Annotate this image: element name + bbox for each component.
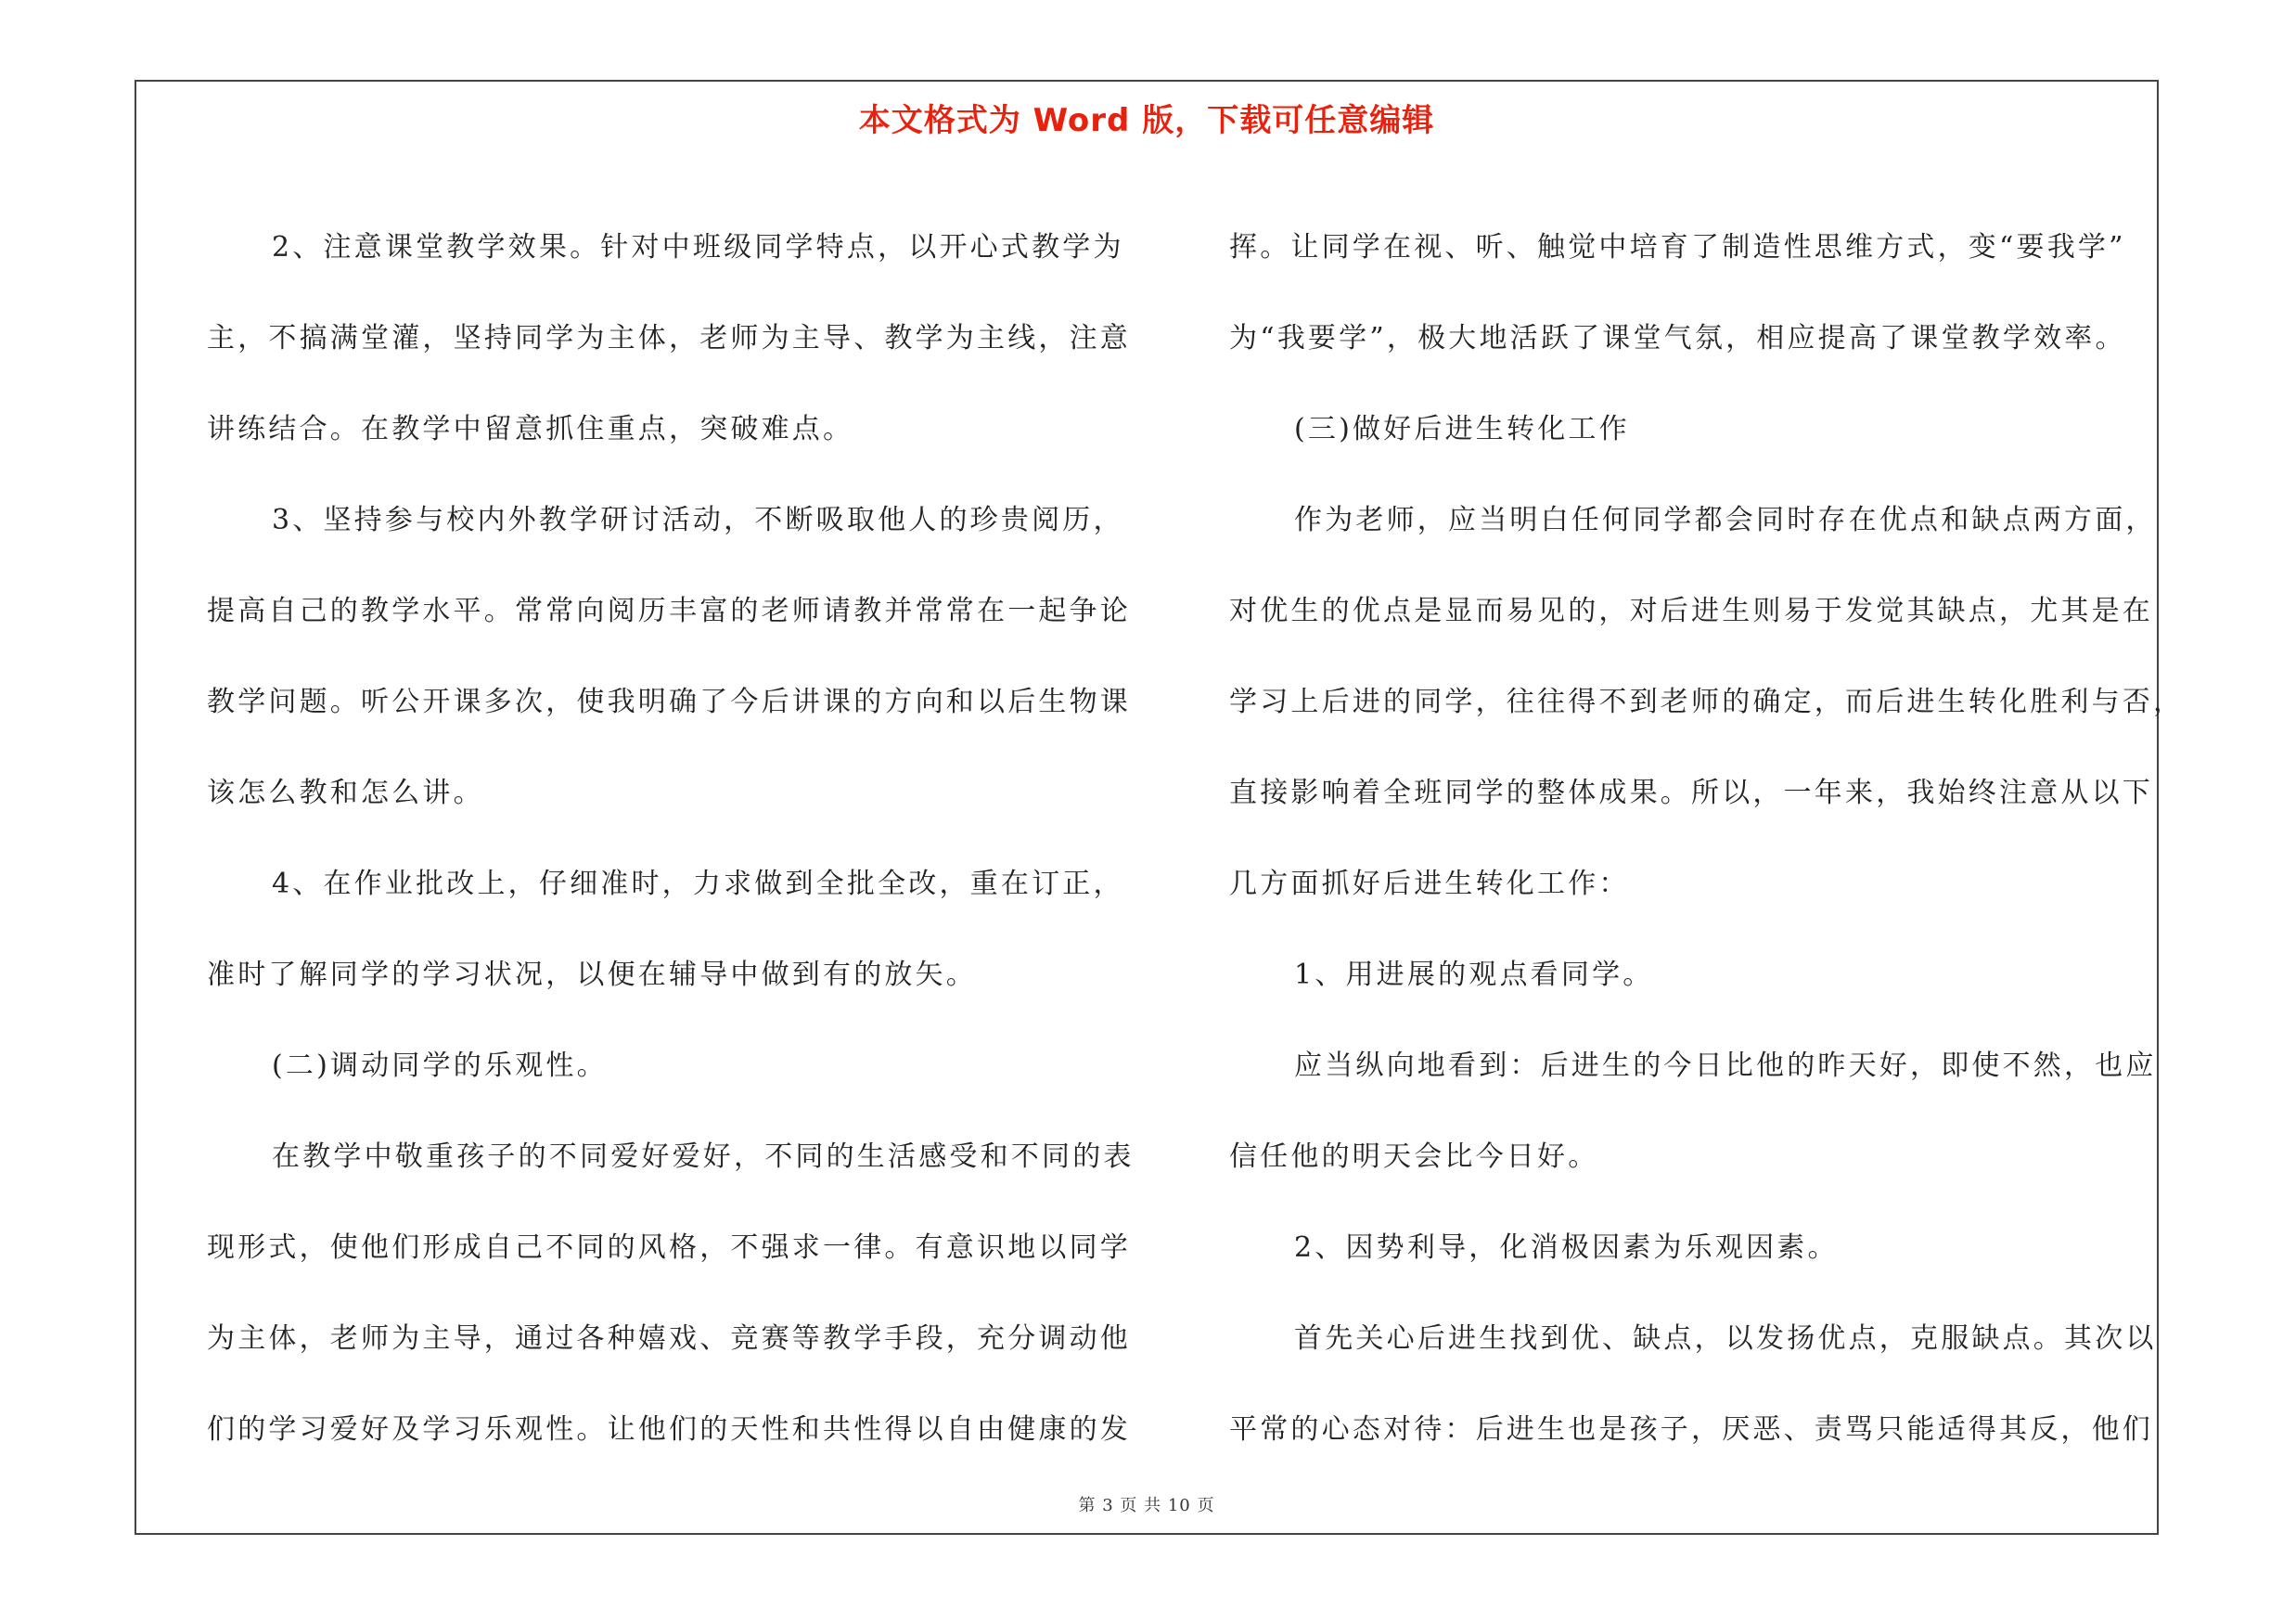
text-line: 现形式，使他们形成自己不同的风格，不强求一律。有意识地以同学 [207,1231,1131,1264]
text-line: 对优生的优点是显而易见的，对后进生则易于发觉其缺点，尤其是在 [1229,595,2153,627]
text-line: 该怎么教和怎么讲。 [207,777,484,809]
text-line: 教学问题。听公开课多次，使我明确了今后讲课的方向和以后生物课 [207,686,1131,718]
text-line: 应当纵向地看到：后进生的今日比他的昨天好，即使不然，也应 [1294,1050,2157,1082]
text-line: 平常的心态对待：后进生也是孩子，厌恶、责骂只能适得其反，他们 [1229,1413,2153,1446]
text-line: 主，不搞满堂灌，坚持同学为主体，老师为主导、教学为主线，注意 [207,322,1131,354]
text-line: 为“我要学”，极大地活跃了课堂气氛，相应提高了课堂教学效率。 [1229,322,2126,354]
text-line: 4、在作业批改上，仔细准时，力求做到全批全改，重在订正， [272,868,1124,900]
text-line: 3、坚持参与校内外教学研讨活动，不断吸取他人的珍贵阅历， [272,504,1124,536]
text-line: 提高自己的教学水平。常常向阅历丰富的老师请教并常常在一起争论 [207,595,1131,627]
text-line: 为主体，老师为主导，通过各种嬉戏、竞赛等教学手段，充分调动他 [207,1322,1131,1355]
document-page [135,80,2185,1535]
section-heading: (二)调动同学的乐观性。 [272,1050,608,1082]
text-line: 准时了解同学的学习状况，以便在辅导中做到有的放矢。 [207,959,977,991]
text-line: 信任他的明天会比今日好。 [1229,1140,1599,1173]
text-line: 1、用进展的观点看同学。 [1294,959,1654,991]
left-column [207,202,1135,1475]
text-line: 学习上后进的同学，往往得不到老师的确定，而后进生转化胜利与否， [1229,686,2185,718]
text-line: 2、因势利导，化消极因素为乐观因素。 [1294,1231,1839,1264]
text-line: 作为老师，应当明白任何同学都会同时存在优点和缺点两方面， [1294,504,2157,536]
page-number-footer: 第 3 页 共 10 页 [1078,1496,1215,1515]
text-line: 直接影响着全班同学的整体成果。所以，一年来，我始终注意从以下 [1229,777,2153,809]
text-line: 在教学中敬重孩子的不同爱好爱好，不同的生活感受和不同的表 [272,1140,1135,1173]
text-line: 挥。让同学在视、听、触觉中培育了制造性思维方式，变“要我学” [1229,231,2126,264]
right-column [1229,202,2185,1475]
header-banner: 本文格式为 Word 版，下载可任意编辑 [858,102,1435,139]
text-line: 几方面抓好后进生转化工作： [1229,868,1630,900]
section-heading: (三)做好后进生转化工作 [1294,413,1630,445]
text-line: 讲练结合。在教学中留意抓住重点，突破难点。 [207,413,854,445]
text-line: 们的学习爱好及学习乐观性。让他们的天性和共性得以自由健康的发 [207,1413,1131,1446]
text-line: 2、注意课堂教学效果。针对中班级同学特点，以开心式教学为 [272,231,1124,264]
text-line: 首先关心后进生找到优、缺点，以发扬优点，克服缺点。其次以 [1294,1322,2157,1355]
